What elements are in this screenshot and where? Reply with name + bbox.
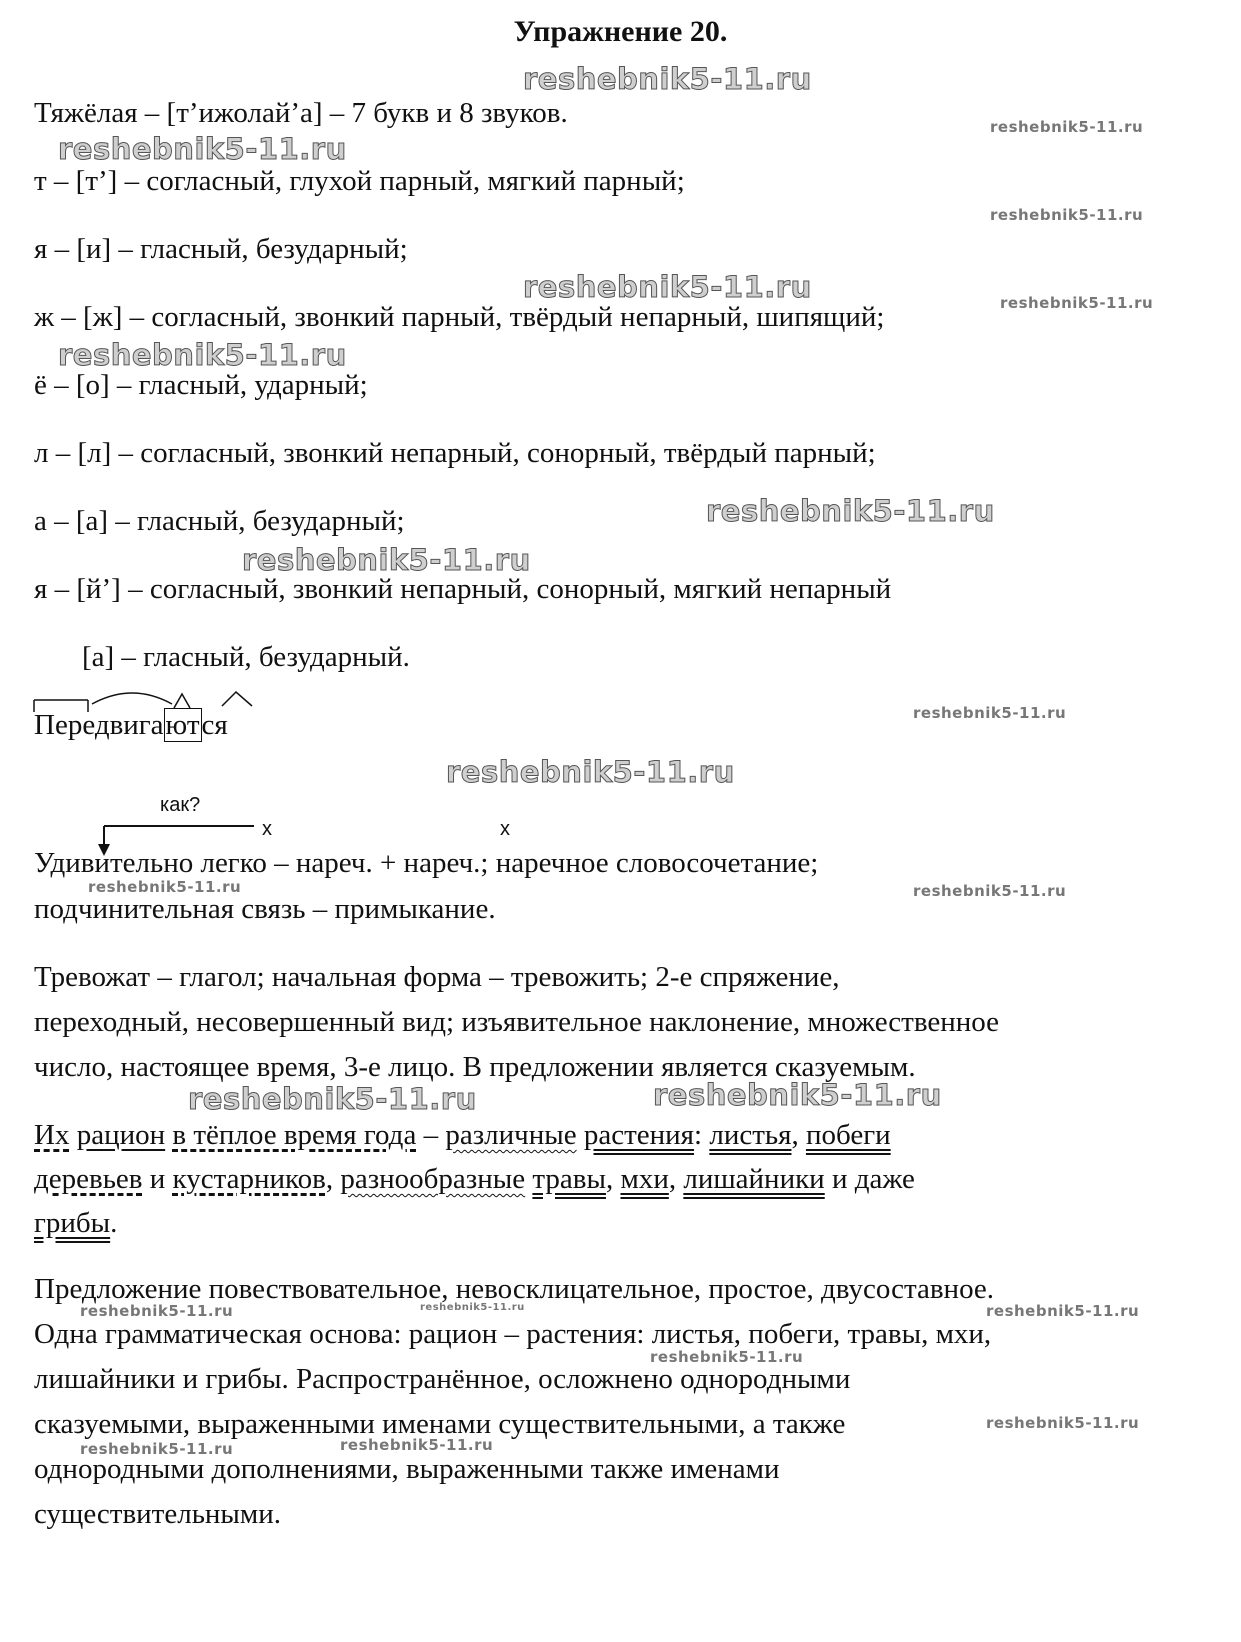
dependent-word-mark: x: [500, 818, 510, 840]
analysis-line: лишайники и грибы. Распространённое, осложнено однородными: [34, 1363, 851, 1395]
phrase-arrow: [0, 0, 300, 860]
postfix: ся: [201, 709, 228, 741]
comma: ,: [791, 1119, 799, 1151]
watermark: reshebnik5-11.ru: [88, 878, 242, 896]
watermark: reshebnik5-11.ru: [990, 118, 1144, 136]
watermark: reshebnik5-11.ru: [650, 1348, 804, 1366]
watermark: reshebnik5-11.ru: [340, 1436, 494, 1454]
watermark: reshebnik5-11.ru: [58, 338, 347, 372]
phonetic-line: ж – [ж] – согласный, звонкий парный, твёрдый непарный, шипящий;: [34, 301, 885, 333]
watermark: reshebnik5-11.ru: [986, 1414, 1140, 1432]
watermark: reshebnik5-11.ru: [523, 270, 812, 304]
phonetic-line: я – [й’] – согласный, звонкий непарный, сонорный, мягкий непарный: [34, 573, 892, 605]
watermark: reshebnik5-11.ru: [446, 755, 735, 789]
watermark: reshebnik5-11.ru: [653, 1078, 942, 1112]
watermark: reshebnik5-11.ru: [242, 543, 531, 577]
watermark: reshebnik5-11.ru: [188, 1082, 477, 1116]
watermark: reshebnik5-11.ru: [80, 1302, 234, 1320]
watermark: reshebnik5-11.ru: [706, 494, 995, 528]
sentence-line: [34, 1118, 891, 1152]
colon: :: [694, 1119, 703, 1151]
verb-line: Тревожат – глагол; начальная форма – тревожить; 2-е спряжение,: [34, 961, 840, 993]
conjunction: и: [149, 1163, 166, 1195]
comma: ,: [605, 1163, 614, 1195]
word-predicate: лишайники: [683, 1163, 825, 1195]
watermark: reshebnik5-11.ru: [913, 704, 1067, 722]
analysis-line: Предложение повествовательное, невосклицательное, простое, двусоставное.: [34, 1273, 995, 1305]
word-predicate: растения: [583, 1119, 695, 1151]
word-determiner: Их: [34, 1119, 70, 1151]
prefix: Пере: [34, 709, 95, 741]
sentence-line: [34, 1162, 915, 1196]
phonetic-line: я – [и] – гласный, безударный;: [34, 233, 408, 265]
analysis-line: Одна грамматическая основа: рацион – растения: листья, побеги, травы, мхи,: [34, 1318, 992, 1350]
phonetic-line: ё – [о] – гласный, ударный;: [34, 369, 368, 401]
word-attribute: разнообразные: [340, 1163, 526, 1195]
question-label: как?: [160, 794, 201, 816]
verb-line: переходный, несовершенный вид; изъявительное наклонение, множественное: [34, 1006, 999, 1038]
phrase-line: Удивительно легко – нареч. + нареч.; наречное словосочетание;: [34, 847, 819, 879]
watermark: reshebnik5-11.ru: [58, 132, 347, 166]
conjunction: и даже: [831, 1163, 915, 1195]
analysis-line: однородными дополнениями, выраженными также именами: [34, 1453, 780, 1485]
word-object: кустарников: [172, 1163, 326, 1195]
verb-line: число, настоящее время, 3-е лицо. В предложении является сказуемым.: [34, 1051, 916, 1083]
word-attribute: различные: [445, 1119, 577, 1151]
analysis-line: существительными.: [34, 1498, 282, 1530]
phonetic-line: [а] – гласный, безударный.: [82, 641, 410, 673]
word-predicate: грибы: [34, 1207, 111, 1239]
main-word-mark: x: [262, 818, 272, 840]
word-predicate: мхи: [620, 1163, 669, 1195]
watermark: reshebnik5-11.ru: [986, 1302, 1140, 1320]
watermark: reshebnik5-11.ru: [1000, 294, 1154, 312]
exercise-title: Упражнение 20.: [513, 15, 728, 48]
word-circumstance: в тёплое время года: [172, 1119, 417, 1151]
word-object: деревьев: [34, 1163, 143, 1195]
word-predicate: побеги: [805, 1119, 891, 1151]
word-predicate: травы: [532, 1163, 606, 1195]
sentence-line: [34, 1206, 117, 1240]
word-predicate: листья: [709, 1119, 792, 1151]
watermark: reshebnik5-11.ru: [523, 62, 812, 96]
phrase-line: подчинительная связь – примыкание.: [34, 893, 496, 925]
watermark: reshebnik5-11.ru: [913, 882, 1067, 900]
phonetic-header: Тяжёлая – [т’ижолай’а] – 7 букв и 8 звуков.: [34, 97, 568, 129]
comma: ,: [668, 1163, 677, 1195]
ending: ют: [165, 709, 200, 741]
analysis-line: сказуемыми, выраженными именами существительными, а также: [34, 1408, 846, 1440]
period: .: [110, 1207, 118, 1239]
watermark: reshebnik5-11.ru: [80, 1440, 234, 1458]
dash: –: [423, 1119, 439, 1151]
phonetic-line: а – [а] – гласный, безударный;: [34, 505, 405, 537]
phonetic-line: т – [т’] – согласный, глухой парный, мягкий парный;: [34, 165, 685, 197]
word-subject: рацион: [76, 1119, 166, 1151]
root: двига: [94, 709, 164, 741]
watermark: reshebnik5-11.ru: [420, 1302, 525, 1313]
watermark: reshebnik5-11.ru: [990, 206, 1144, 224]
comma: ,: [325, 1163, 334, 1195]
phonetic-line: л – [л] – согласный, звонкий непарный, сонорный, твёрдый парный;: [34, 437, 876, 469]
